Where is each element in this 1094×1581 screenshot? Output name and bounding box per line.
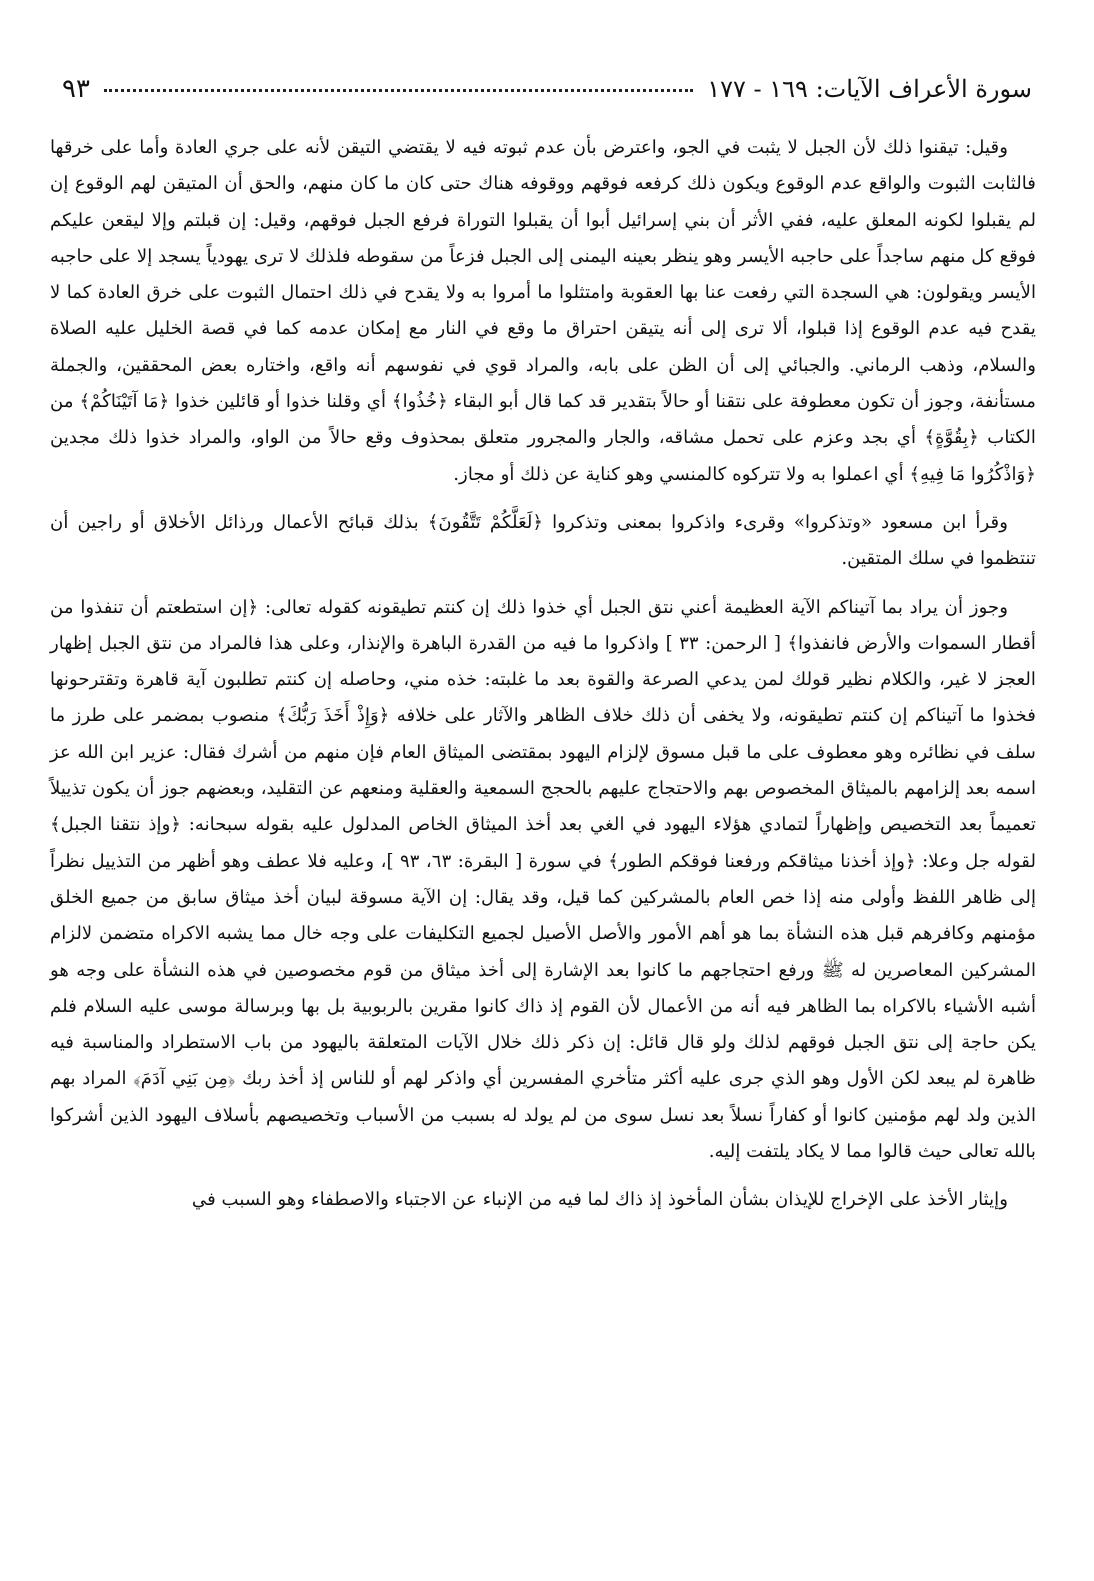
running-header [62,72,1032,106]
header-dotted-leader [104,87,693,92]
chapter-title: سورة الأعراف الآيات: ١٦٩ - ١٧٧ [707,75,1032,103]
page-number: ٩٣ [62,74,90,104]
page-body-text [50,130,1036,1219]
paragraph-1: وقيل: تيقنوا ذلك لأن الجبل لا يثبت في الجو، واعترض بأن عدم ثبوته فيه لا يقتضي التيقن لأنه على جري العادة وأما على خرقها فالثابت الثبوت والواقع عدم الوقوع ويكون ذلك كرفعه فوقهم ووقوفه هناك حتى كان ما كان منهم، والحق أن المتيقن لهم الوقوع إن لم يقبلوا لكونه المعلق عليه، ففي الأثر أن بني إسرائيل أبوا أن يقبلوا التوراة فرفع الجبل فوقهم، وقيل: إن قبلتم وإلا ليقعن عليكم فوقع كل منهم ساجداً على حاجبه الأيسر وهو ينظر بعينه اليمنى إلى الجبل فزعاً من سقوطه فلذلك لا ترى يهودياً يسجد إلا على حاجبه الأيسر ويقولون: هي السجدة التي رفعت عنا بها العقوبة وامتثلوا ما أمروا به ولا يقدح في ذلك احتمال الثبوت على خرق العادة كما لا يقدح فيه عدم الوقوع إذا قبلوا، ألا ترى إلى أنه يتيقن احتراق ما وقع في النار مع إمكان عدمه كما في قصة الخليل عليه الصلاة والسلام، وذهب الرماني. والجبائي إلى أن الظن على بابه، والمراد قوي في نفوسهم أنه واقع، واختاره بعض المحققين، والجملة مستأنفة، وجوز أن تكون معطوفة على نتقنا أو حالاً بتقدير قد كما قال أبو البقاء ﴿خُذُوا﴾ أي وقلنا خذوا أو قائلين خذوا ﴿مَا آتَيْنَاكُمْ﴾ من الكتاب ﴿بِقُوَّةٍ﴾ أي بجد وعزم على تحمل مشاقه، والجار والمجرور متعلق بمحذوف وقع حالاً من الواو، والمراد خذوا ذلك مجدين ﴿وَاذْكُرُوا مَا فِيهِ﴾ أي اعملوا به ولا تتركوه كالمنسي وهو كناية عن ذلك أو مجاز. [50,137,1036,485]
paragraph-2: وقرأ ابن مسعود «وتذكروا» وقرىء واذكروا بمعنى وتذكروا ﴿لَعَلَّكُمْ تَتَّقُونَ﴾ بذلك قبائح الأعمال ورذائل الأخلاق أو راجين أن تنتظموا في سلك المتقين. [50,511,1036,570]
paragraph-4: وإيثار الأخذ على الإخراج للإيذان بشأن المأخوذ إذ ذاك لما فيه من الإنباء عن الاجتباء والاصطفاء وهو السبب في [191,1189,1008,1211]
paragraph-3: وجوز أن يراد بما آتيناكم الآية العظيمة أعني نتق الجبل أي خذوا ذلك إن كنتم تطيقونه كقوله تعالى: ﴿إن استطعتم أن تنفذوا من أقطار السموات والأرض فانفذوا﴾ [ الرحمن: ٣٣ ] واذكروا ما فيه من القدرة الباهرة والإنذار، وعلى هذا فالمراد من نتق الجبل إظهار العجز لا غير، والكلام نظير قولك لمن يدعي الصرعة والقوة بعد ما غلبته: خذه مني، وحاصله إن كنتم تطلبون آية قاهرة وتقترحونها فخذوا ما آتيناكم إن كنتم تطيقونه، ولا يخفى أن ذلك خلاف الظاهر والآثار على خلافه ﴿وَإِذْ أَخَذَ رَبُّكَ﴾ منصوب بمضمر على طرز ما سلف في نظائره وهو معطوف على ما قبل مسوق لإلزام اليهود بمقتضى الميثاق العام فإن منهم من أشرك فقال: عزير ابن الله عز اسمه بعد إلزامهم بالميثاق المخصوص بهم والاحتجاج عليهم بالحجج السمعية والعقلية ومنعهم عن التقليد، وبعضهم جوز أن يكون تذييلاً تعميماً بعد التخصيص وإظهاراً لتمادي هؤلاء اليهود في الغي بعد أخذ الميثاق الخاص المدلول عليه بقوله سبحانه: ﴿وإذ نتقنا الجبل﴾ لقوله جل وعلا: ﴿وإذ أخذنا ميثاقكم ورفعنا فوقكم الطور﴾ في سورة [ البقرة: ٦٣، ٩٣ ]، وعليه فلا عطف وهو أظهر من التذييل نظراً إلى ظاهر اللفظ وأولى منه إذا خص العام بالمشركين كما قيل، وقد يقال: إن الآية مسوقة لبيان أخذ ميثاق سابق من جميع الخلق مؤمنهم وكافرهم قبل هذه النشأة بما هو أهم الأمور والأصل الأصيل لجميع التكليفات على وجه خال مما يشبه الاكراه متضمن لالزام المشركين المعاصرين له ﷺ ورفع احتجاجهم ما كانوا بعد الإشارة إلى أخذ ميثاق من قوم مخصوصين في هذه النشأة على وجه هو أشبه الأشياء بالاكراه بما الظاهر فيه أنه من الأعمال لأن القوم إذ ذاك كانوا مقرين بالربوبية بل بها وبرسالة موسى عليه السلام فلم يكن حاجة إلى نتق الجبل فوقهم لذلك ولو قال قائل: إن ذكر ذلك خلال الآيات المتعلقة باليهود من باب الاستطراد والمناسبة فيه ظاهرة لم يبعد لكن الأول وهو الذي جرى عليه أكثر متأخري المفسرين أي واذكر لهم أو للناس إذ أخذ ربك ﴿مِن بَنِي آدَمَ﴾ المراد بهم الذين ولد لهم مؤمنين كانوا أو كفاراً نسلاً بعد نسل سوى من لم يولد له بسبب من الأسباب وتخصيصهم بأسلاف اليهود الذين أشركوا بالله تعالى حيث قالوا مما لا يكاد يلتفت إليه. [50,596,1036,1163]
